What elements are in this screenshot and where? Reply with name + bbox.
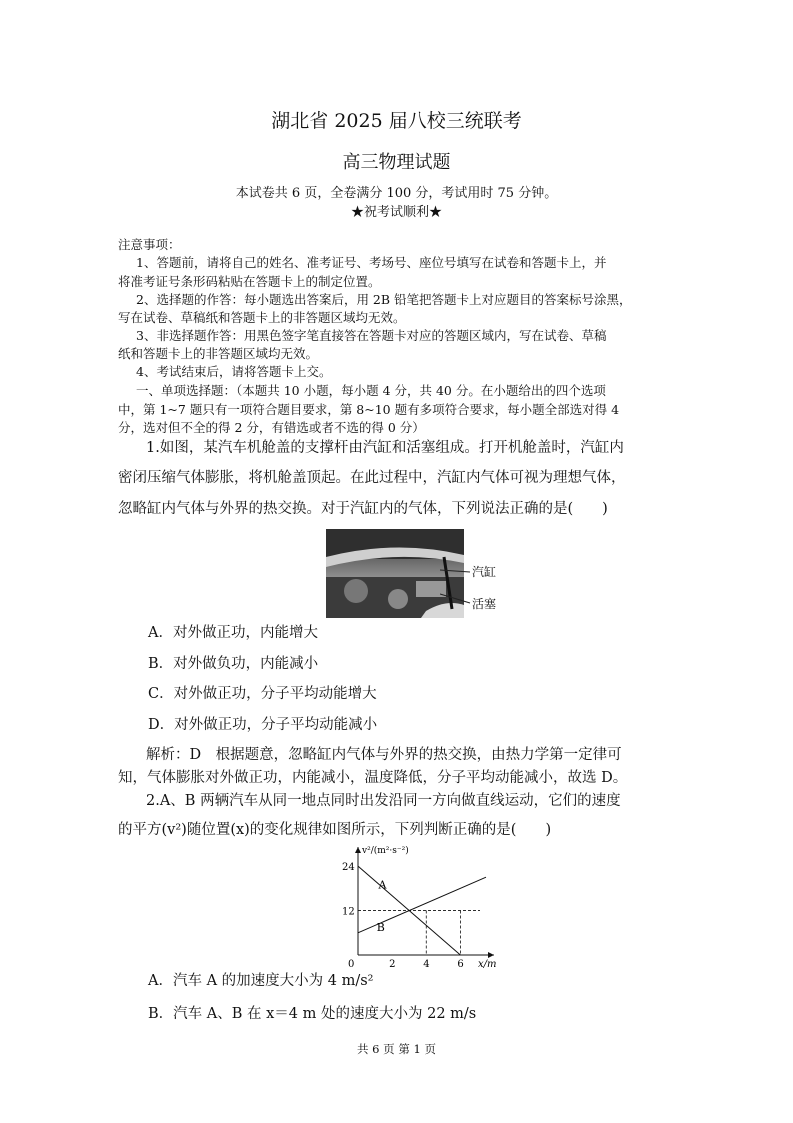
question-line: 密闭压缩气体膨胀，将机舱盖顶起。在此过程中，汽缸内气体可视为理想气体，	[118, 470, 626, 486]
x-axis-arrow	[488, 952, 494, 958]
section-line: 中，第 1~7 题只有一项符合题目要求，第 8~10 题有多项符合要求，每小题全部选对得 4	[118, 402, 620, 417]
notice-line: 写在试卷、草稿纸和答题卡上的非答题区域均无效。	[118, 310, 406, 325]
section-line: 分，选对但不全的得 2 分，有错选或者不选的得 0 分）	[118, 420, 425, 435]
exam-info: 本试卷共 6 页，全卷满分 100 分，考试用时 75 分钟。	[235, 186, 558, 201]
x-tick-label: 2	[389, 959, 396, 970]
exam-wish: ★祝考试顺利★	[350, 205, 442, 220]
option-b: B．对外做负功，内能减小	[148, 656, 319, 672]
question-line: 的平方(v²)随位置(x)的变化规律如图所示，下列判断正确的是( )	[118, 822, 552, 838]
notice-line: 3、非选择题作答：用黑色签字笔直接答在答题卡对应的答题区域内，写在试卷、草稿	[136, 328, 607, 343]
y-axis-label: v²/(m²·s⁻²)	[362, 846, 409, 856]
option-d: D．对外做正功，分子平均动能减小	[148, 717, 378, 733]
subject-title: 高三物理试题	[342, 152, 451, 173]
y-tick-label: 12	[342, 906, 355, 918]
option-c: C．对外做正功，分子平均动能增大	[148, 686, 377, 702]
x-axis-label: x/m	[478, 959, 497, 970]
section-line: 一、单项选择题：（本题共 10 小题，每小题 4 分，共 40 分。在小题给出的四个选项	[136, 383, 606, 398]
label-cylinder: 汽缸	[472, 565, 497, 579]
notice-line: 4、考试结束后，请将答题卡上交。	[136, 364, 332, 379]
q2-option-b: B．汽车 A、B 在 x＝4 m 处的速度大小为 22 m/s	[148, 1006, 477, 1022]
label-piston: 活塞	[472, 597, 497, 611]
v2-x-chart	[330, 843, 500, 973]
question-line: 忽略缸内气体与外界的热交换。对于汽缸内的气体，下列说法正确的是( )	[118, 501, 608, 517]
notice-line: 将准考证号条形码粘贴在答题卡上的制定位置。	[118, 274, 381, 289]
x-tick-label: 6	[457, 959, 464, 970]
x-tick-label: 0	[348, 959, 355, 970]
analysis-line: 解析：D 根据题意，忽略缸内气体与外界的热交换，由热力学第一定律可	[146, 747, 622, 763]
q2-option-a: A．汽车 A 的加速度大小为 4 m/s²	[148, 973, 374, 989]
question-line: 1.如图，某汽车机舱盖的支撑杆由汽缸和活塞组成。打开机舱盖时，汽缸内	[146, 440, 624, 456]
y-axis-arrow	[355, 847, 361, 853]
series-label-a: A	[378, 878, 387, 892]
series-label-b: B	[376, 920, 385, 934]
exam-title: 湖北省 2025 届八校三统联考	[271, 110, 522, 132]
page-footer: 共 6 页 第 1 页	[357, 1042, 436, 1056]
x-tick-label: 4	[423, 959, 430, 970]
notice-line: 纸和答题卡上的非答题区域均无效。	[118, 346, 319, 361]
notice-heading: 注意事项：	[118, 237, 181, 252]
question-line: 2.A、B 两辆汽车从同一地点同时出发沿同一方向做直线运动，它们的速度	[146, 793, 621, 809]
analysis-line: 知，气体膨胀对外做正功，内能减小，温度降低，分子平均动能减小，故选 D。	[118, 770, 628, 786]
notice-line: 2、选择题的作答：每小题选出答案后，用 2B 铅笔把答题卡上对应题目的答案标号涂黑，	[136, 292, 632, 307]
y-tick-label: 24	[342, 862, 355, 874]
notice-line: 1、答题前，请将自己的姓名、准考证号、考场号、座位号填写在试卷和答题卡上，并	[136, 255, 607, 270]
option-a: A．对外做正功，内能增大	[148, 625, 318, 641]
